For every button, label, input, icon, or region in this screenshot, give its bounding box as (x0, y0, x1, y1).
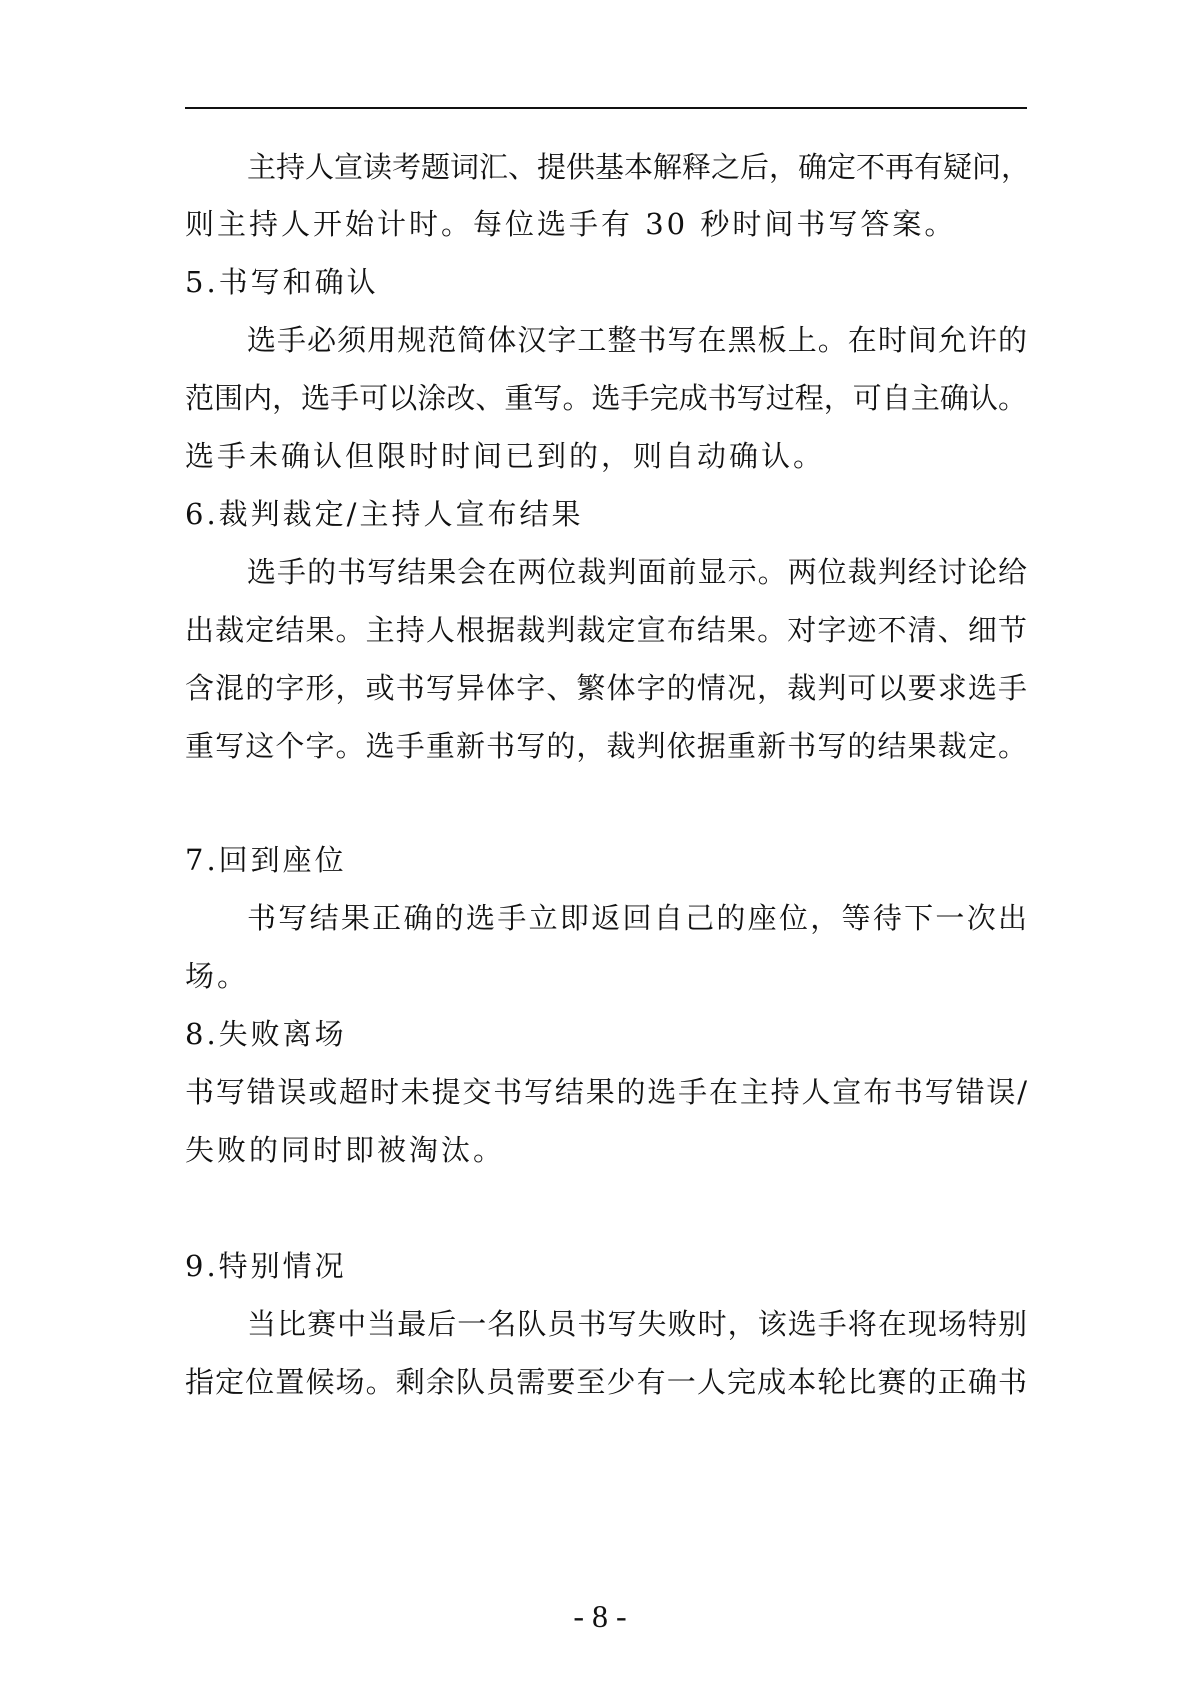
paragraph-line: 当比赛中当最后一名队员书写失败时，该选手将在现场特别 (247, 1307, 1027, 1341)
section-heading-8: 8.失败离场 (185, 1017, 347, 1051)
page-number: - 8 - (573, 1598, 627, 1634)
paragraph-line: 出裁定结果。主持人根据裁判裁定宣布结果。对字迹不清、细节 (185, 613, 1027, 647)
section-heading-6: 6.裁判裁定/主持人宣布结果 (185, 497, 584, 531)
paragraph-line: 重写这个字。选手重新书写的，裁判依据重新书写的结果裁定。 (185, 729, 1027, 763)
paragraph-line: 失败的同时即被淘汰。 (185, 1133, 506, 1167)
paragraph-line: 选手的书写结果会在两位裁判面前显示。两位裁判经讨论给 (247, 555, 1027, 589)
paragraph-line: 书写错误或超时未提交书写结果的选手在主持人宣布书写错误/ (185, 1075, 1027, 1109)
paragraph-line: 则主持人开始计时。每位选手有 30 秒时间书写答案。 (185, 207, 957, 241)
paragraph-line: 选手未确认但限时时间已到的，则自动确认。 (185, 439, 826, 473)
section-heading-7: 7.回到座位 (185, 843, 347, 877)
paragraph-line: 指定位置候场。剩余队员需要至少有一人完成本轮比赛的正确书 (185, 1365, 1027, 1399)
paragraph-line: 范围内，选手可以涂改、重写。选手完成书写过程，可自主确认。 (185, 381, 1027, 415)
paragraph-line: 选手必须用规范简体汉字工整书写在黑板上。在时间允许的 (247, 323, 1027, 357)
paragraph-line: 场。 (185, 959, 250, 993)
paragraph-line: 主持人宣读考题词汇、提供基本解释之后，确定不再有疑问， (247, 150, 1031, 184)
section-heading-5: 5.书写和确认 (185, 265, 379, 299)
paragraph-line: 书写结果正确的选手立即返回自己的座位，等待下一次出 (247, 901, 1027, 935)
section-heading-9: 9.特别情况 (185, 1249, 347, 1283)
header-rule (185, 107, 1027, 109)
paragraph-line: 含混的字形，或书写异体字、繁体字的情况，裁判可以要求选手 (185, 671, 1027, 705)
